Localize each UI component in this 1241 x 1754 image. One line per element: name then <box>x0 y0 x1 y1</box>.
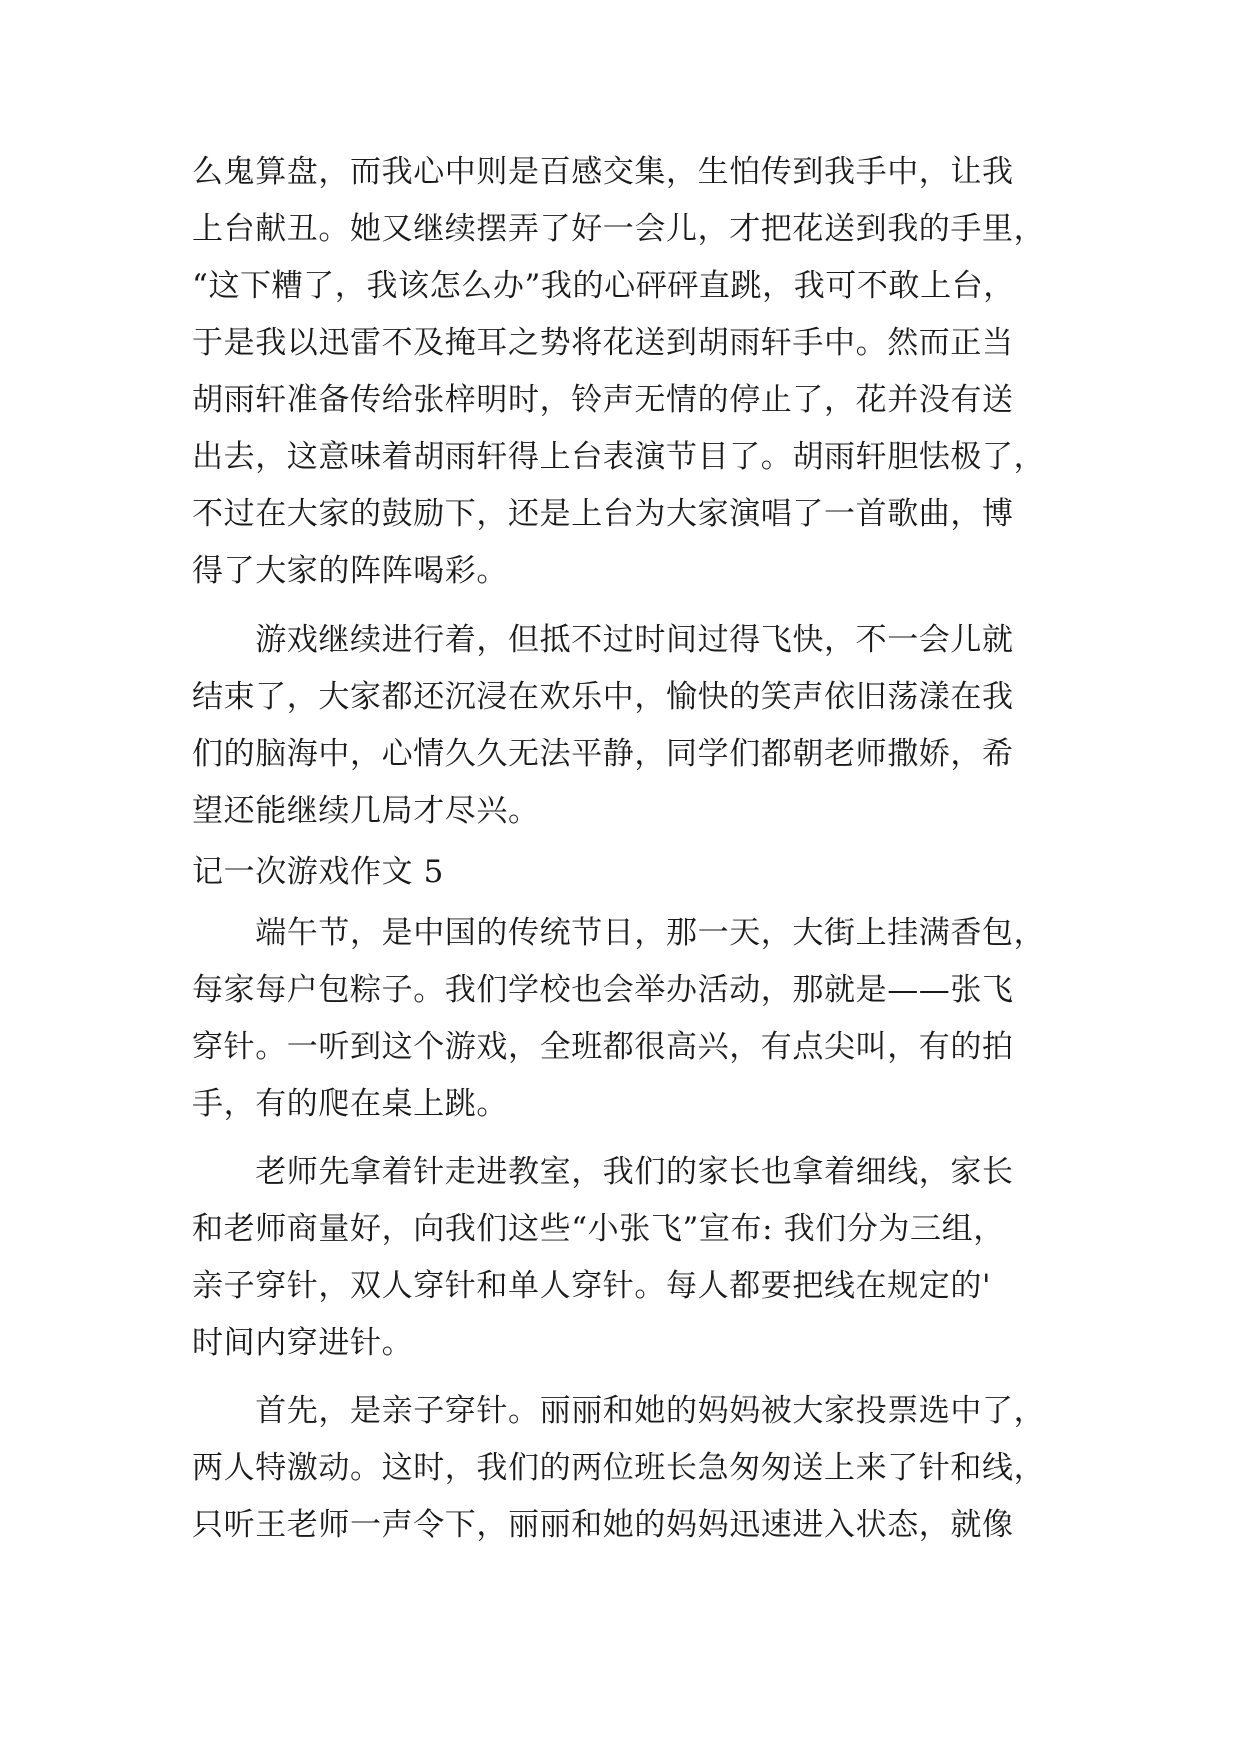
text-line: 穿针。一听到这个游戏，全班都很高兴，有点尖叫，有的拍 <box>192 1029 1014 1065</box>
text-line: 出去，这意味着胡雨轩得上台表演节目了。胡雨轩胆怯极了， <box>192 439 1046 475</box>
section-heading: 记一次游戏作文 5 <box>192 854 444 890</box>
text-line: 每家每户包粽子。我们学校也会举办活动，那就是——张飞 <box>192 972 1014 1008</box>
text-line: 游戏继续进行着，但抵不过时间过得飞快，不一会儿就 <box>192 622 1014 658</box>
text-line: “这下糟了，我该怎么办”我的心砰砰直跳，我可不敢上台， <box>192 268 1015 304</box>
text-line: 么鬼算盘，而我心中则是百感交集，生怕传到我手中，让我 <box>192 154 1014 190</box>
text-line: 于是我以迅雷不及掩耳之势将花送到胡雨轩手中。然而正当 <box>192 325 1014 361</box>
text-line: 只听王老师一声令下，丽丽和她的妈妈迅速进入状态，就像 <box>192 1507 1014 1543</box>
text-line: 和老师商量好，向我们这些“小张飞”宣布: 我们分为三组， <box>192 1211 1005 1247</box>
text-line: 不过在大家的鼓励下，还是上台为大家演唱了一首歌曲，博 <box>192 496 1014 532</box>
text-line: 们的脑海中，心情久久无法平静，同学们都朝老师撒娇，希 <box>192 736 1014 772</box>
text-line: 结束了，大家都还沉浸在欢乐中，愉快的笑声依旧荡漾在我 <box>192 679 1014 715</box>
text-line: 时间内穿进针。 <box>192 1325 414 1361</box>
text-line: 手，有的爬在桌上跳。 <box>192 1086 508 1122</box>
text-line: 望还能继续几局才尽兴。 <box>192 793 540 829</box>
text-line: 端午节，是中国的传统节日，那一天，大街上挂满香包， <box>192 915 1046 951</box>
text-line: 老师先拿着针走进教室，我们的家长也拿着细线，家长 <box>192 1154 1014 1190</box>
text-line: 胡雨轩准备传给张梓明时，铃声无情的停止了，花并没有送 <box>192 382 1014 418</box>
text-line: 得了大家的阵阵喝彩。 <box>192 553 508 589</box>
text-line: 两人特激动。这时，我们的两位班长急匆匆送上来了针和线， <box>192 1450 1046 1486</box>
text-line: 首先，是亲子穿针。丽丽和她的妈妈被大家投票选中了， <box>192 1393 1046 1429</box>
text-line: 亲子穿针，双人穿针和单人穿针。每人都要把线在规定的' <box>192 1268 992 1304</box>
text-line: 上台献丑。她又继续摆弄了好一会儿，才把花送到我的手里， <box>192 211 1046 247</box>
